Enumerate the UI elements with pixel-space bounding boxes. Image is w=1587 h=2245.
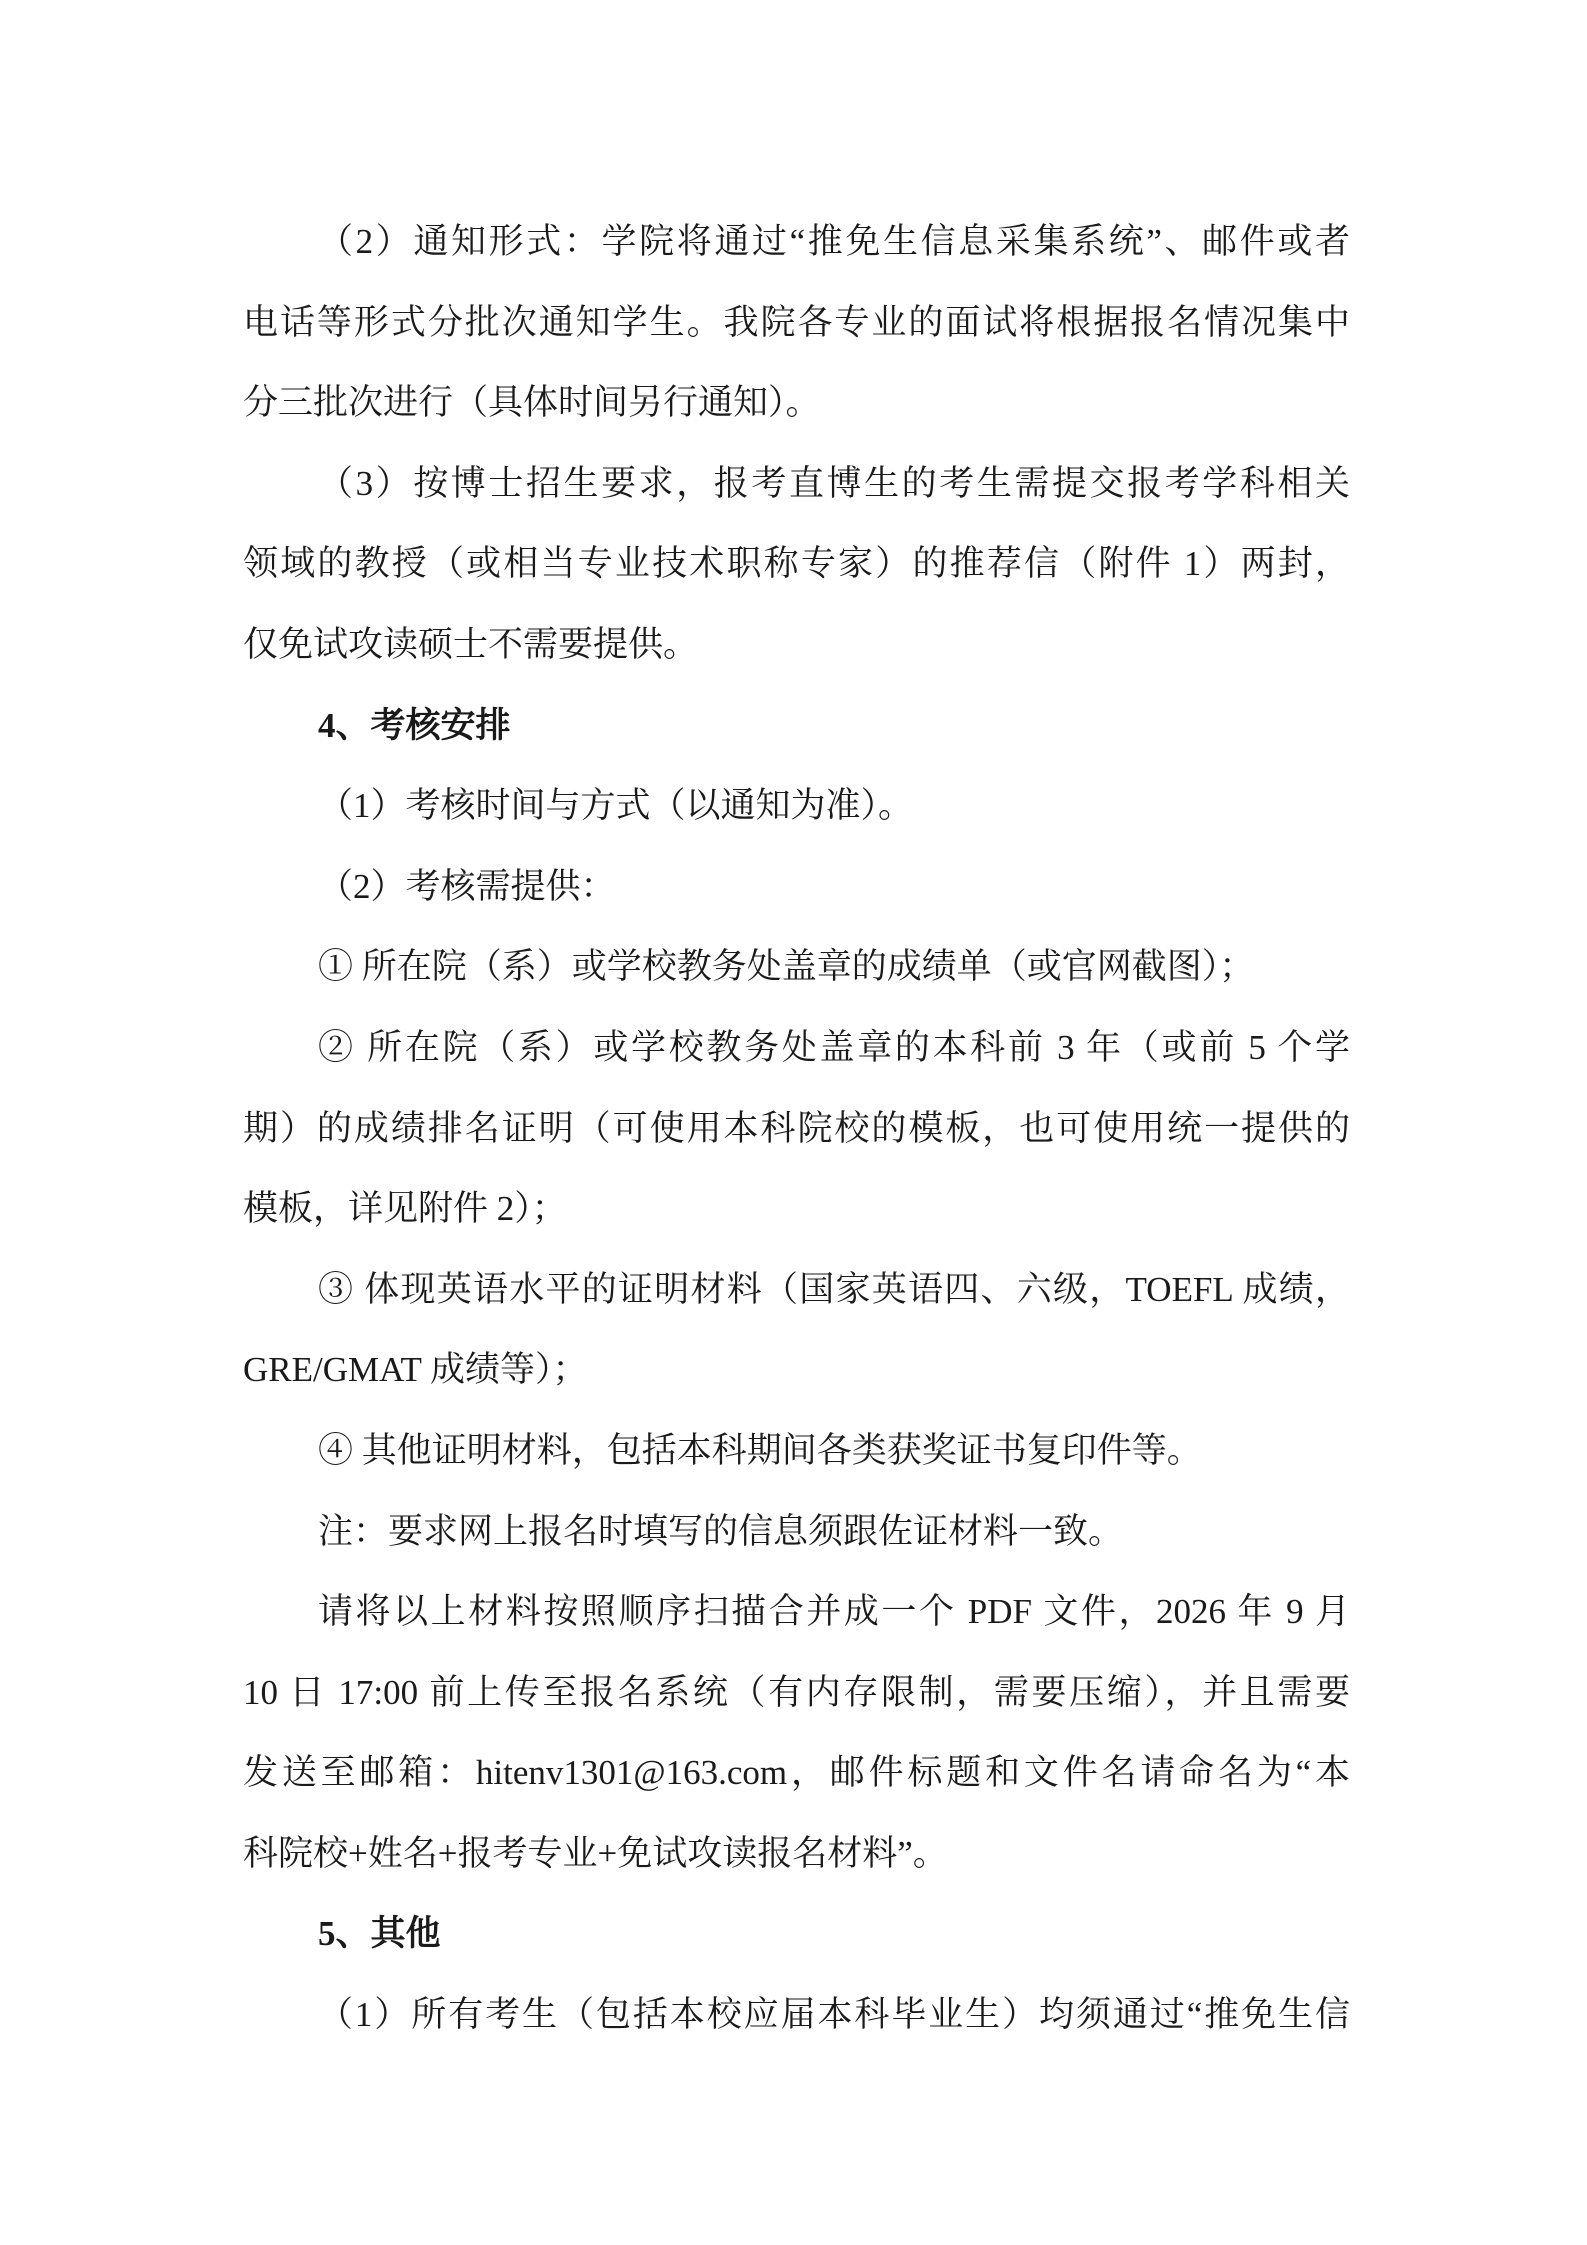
paragraph-assessment-time-line: （1）考核时间与方式（以通知为准）。 — [318, 786, 914, 826]
list-item-english-proof: GRE/GMAT 成绩等）； — [243, 1350, 588, 1390]
list-item-ranking-certificate: ② 所在院（系）或学校教务处盖章的本科前 3 年（或前 5 个学 — [318, 1027, 1350, 1067]
paragraph-submission-line: 发送至邮箱：hitenv1301@163.com，邮件标题和文件名请命名为“本 — [243, 1753, 1350, 1793]
paragraph-notice-form-line: （2）通知形式：学院将通过“推免生信息采集系统”、邮件或者 — [318, 222, 1350, 261]
paragraph-submission-line: 10 日 17:00 前上传至报名系统（有内存限制，需要压缩），并且需要 — [243, 1672, 1350, 1712]
paragraph-recommendation-line: 仅免试攻读硕士不需要提供。 — [243, 624, 699, 664]
paragraph-assessment-materials-line: （2）考核需提供： — [318, 866, 616, 906]
list-item-english-proof: ③ 体现英语水平的证明材料（国家英语四、六级，TOEFL 成绩， — [318, 1269, 1350, 1309]
list-item-ranking-certificate: 模板，详见附件 2）； — [243, 1189, 567, 1229]
paragraph-notice-form-line: 电话等形式分批次通知学生。我院各专业的面试将根据报名情况集中 — [243, 302, 1350, 342]
paragraph-notice-form-line: 分三批次进行（具体时间另行通知）。 — [243, 383, 821, 423]
paragraph-recommendation-line: （3）按博士招生要求，报考直博生的考生需提交报考学科相关 — [318, 463, 1350, 503]
section-heading-other: 5、其他 — [318, 1914, 441, 1954]
paragraph-recommendation-line: 领域的教授（或相当专业技术职称专家）的推荐信（附件 1）两封， — [243, 544, 1350, 584]
list-item-transcript: ① 所在院（系）或学校教务处盖章的成绩单（或官网截图）； — [318, 947, 1255, 987]
list-item-ranking-certificate: 期）的成绩排名证明（可使用本科院校的模板，也可使用统一提供的 — [243, 1108, 1350, 1148]
section-heading-assessment: 4、考核安排 — [318, 705, 511, 745]
document-body — [243, 202, 1350, 2056]
list-item-other-proof: ④ 其他证明材料，包括本科期间各类获奖证书复印件等。 — [318, 1430, 1202, 1470]
paragraph-other-line: （1）所有考生（包括本校应届本科毕业生）均须通过“推免生信 — [318, 1995, 1350, 2035]
note-line: 注：要求网上报名时填写的信息须跟佐证材料一致。 — [318, 1511, 1124, 1551]
paragraph-submission-line: 科院校+姓名+报考专业+免试攻读报名材料”。 — [243, 1833, 948, 1873]
paragraph-submission-line: 请将以上材料按照顺序扫描合并成一个 PDF 文件，2026 年 9 月 — [318, 1592, 1350, 1632]
